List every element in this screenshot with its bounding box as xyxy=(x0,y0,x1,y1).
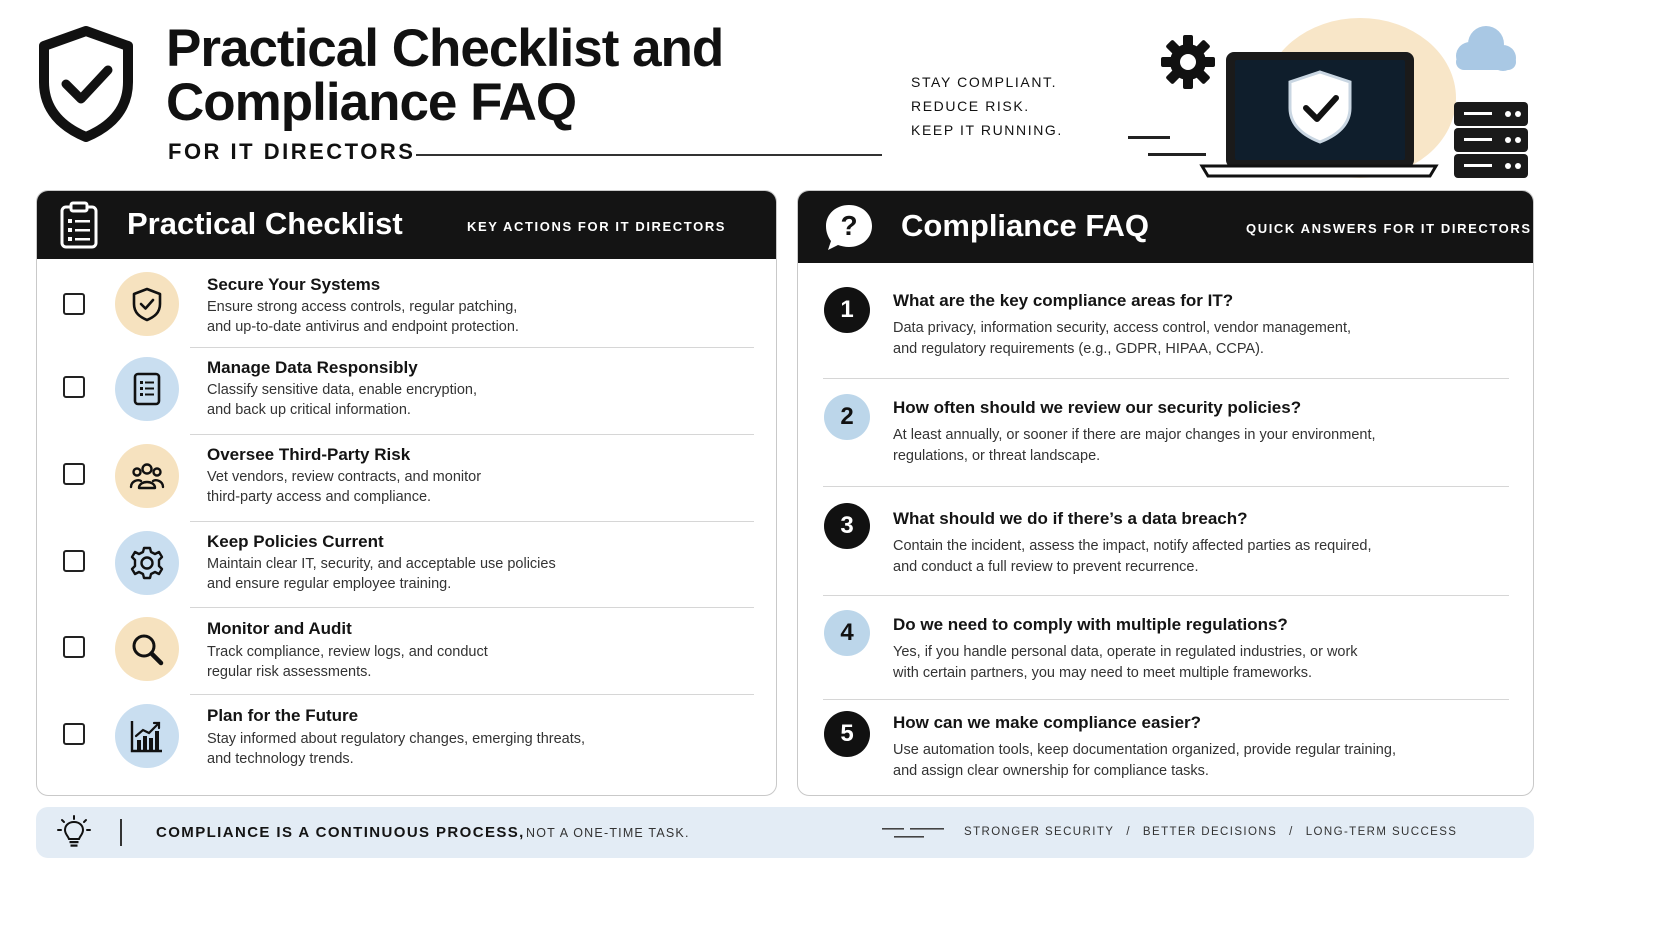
checklist-item xyxy=(37,261,777,347)
checkbox[interactable] xyxy=(63,376,85,398)
faq-question: How often should we review our security policies? xyxy=(893,398,1302,417)
speed-line-2 xyxy=(1148,153,1206,156)
icon-circle xyxy=(115,531,179,595)
icon-circle xyxy=(115,704,179,768)
title-line-2: Compliance FAQ xyxy=(166,73,577,132)
answer-line-1: Yes, if you handle personal data, operate in regulated industries, or work xyxy=(893,644,1358,660)
checklist-item-title: Plan for the Future xyxy=(207,706,359,725)
faq-answer xyxy=(893,536,1372,577)
checklist-panel xyxy=(36,190,777,796)
faq-question: How can we make compliance easier? xyxy=(893,713,1202,732)
answer-line-2: and conduct a full review to prevent recurrence. xyxy=(893,558,1199,575)
benefit-1: STRONGER SECURITY xyxy=(964,826,1115,838)
faq-panel xyxy=(797,190,1534,796)
desc-line-2: and ensure regular employee training. xyxy=(207,576,452,592)
people-icon xyxy=(129,458,165,494)
checklist-item-title: Oversee Third-Party Risk xyxy=(207,445,411,464)
faq-question: What are the key compliance areas for IT? xyxy=(893,291,1234,310)
desc-line-2: and technology trends. xyxy=(207,751,354,767)
checklist-item-desc xyxy=(207,642,488,682)
answer-line-2: and assign clear ownership for compliance tasks. xyxy=(893,762,1209,779)
benefit-3: LONG-TERM SUCCESS xyxy=(1305,826,1458,838)
answer-line-1: Contain the incident, assess the impact, notify affected parties as required, xyxy=(893,538,1372,554)
footer-message: COMPLIANCE IS A CONTINUOUS PROCESS, xyxy=(156,824,525,841)
faq-answer xyxy=(893,425,1376,466)
checklist-item xyxy=(37,607,777,693)
faq-number-badge: 5 xyxy=(824,711,870,757)
laptop-security-illustration xyxy=(1120,16,1540,184)
taglines xyxy=(911,70,1063,142)
question-bubble-icon xyxy=(824,203,874,253)
checklist-header xyxy=(37,191,776,259)
icon-circle xyxy=(115,357,179,421)
gear-icon xyxy=(129,545,165,581)
answer-line-2: with certain partners, you may need to meet multiple frameworks. xyxy=(893,664,1313,681)
faq-divider xyxy=(823,699,1509,700)
footer-benefits xyxy=(964,826,1457,838)
tagline-1: STAY COMPLIANT. xyxy=(911,74,1058,90)
desc-line-1: Track compliance, review logs, and conduct xyxy=(207,644,488,660)
checklist-item-title: Secure Your Systems xyxy=(207,275,381,294)
faq-number-badge: 1 xyxy=(824,287,870,333)
svg-text:?: ? xyxy=(840,210,858,241)
desc-line-1: Vet vendors, review contracts, and monitor xyxy=(207,469,482,485)
checklist-item xyxy=(37,521,777,607)
checkbox[interactable] xyxy=(63,463,85,485)
checklist-subtitle: KEY ACTIONS FOR IT DIRECTORS xyxy=(467,219,727,234)
page-subtitle: FOR IT DIRECTORS xyxy=(168,139,416,164)
faq-answer xyxy=(893,740,1396,781)
answer-line-1: Use automation tools, keep documentation organized, provide regular training, xyxy=(893,742,1396,758)
answer-line-1: At least annually, or sooner if there are major changes in your environment, xyxy=(893,427,1376,443)
speed-line-1 xyxy=(1128,136,1170,139)
faq-number-badge: 3 xyxy=(824,503,870,549)
speed-lines-icon xyxy=(882,825,944,841)
benefit-2: BETTER DECISIONS xyxy=(1142,826,1278,838)
server-stack-icon xyxy=(1454,102,1528,178)
desc-line-1: Classify sensitive data, enable encryption, xyxy=(207,382,478,398)
checklist-item-desc xyxy=(207,467,481,507)
faq-divider xyxy=(823,378,1509,379)
magnifier-icon xyxy=(129,631,165,667)
desc-line-1: Maintain clear IT, security, and acceptable use policies xyxy=(207,556,556,572)
checklist-title: Practical Checklist xyxy=(127,206,403,241)
checklist-item-desc xyxy=(207,297,519,337)
checklist-item-title: Keep Policies Current xyxy=(207,532,384,551)
checkbox[interactable] xyxy=(63,550,85,572)
shield-check-icon xyxy=(129,286,165,322)
faq-answer xyxy=(893,642,1358,683)
tagline-2: REDUCE RISK. xyxy=(911,98,1030,114)
faq-subtitle: QUICK ANSWERS FOR IT DIRECTORS xyxy=(1246,221,1532,236)
answer-line-1: Data privacy, information security, access control, vendor management, xyxy=(893,320,1352,336)
faq-header xyxy=(798,191,1533,263)
checklist-item-title: Manage Data Responsibly xyxy=(207,358,418,377)
gear-icon xyxy=(1161,35,1215,89)
shield-check-logo-icon xyxy=(36,26,136,142)
faq-title: Compliance FAQ xyxy=(901,208,1150,243)
subtitle-rule xyxy=(416,154,882,156)
lightbulb-icon xyxy=(56,815,92,851)
benefit-separator: / xyxy=(1126,826,1131,838)
desc-line-2: regular risk assessments. xyxy=(207,664,372,680)
faq-divider xyxy=(823,486,1509,487)
faq-divider xyxy=(823,595,1509,596)
checkbox[interactable] xyxy=(63,723,85,745)
answer-line-2: and regulatory requirements (e.g., GDPR, HIPAA, CCPA). xyxy=(893,340,1264,357)
tagline-3: KEEP IT RUNNING. xyxy=(911,122,1063,138)
checklist-item xyxy=(37,347,777,433)
clipboard-icon xyxy=(59,201,99,249)
footer-banner xyxy=(36,807,1534,858)
desc-line-1: Stay informed about regulatory changes, emerging threats, xyxy=(207,731,586,747)
page-title xyxy=(166,19,724,132)
footer-message-light: NOT A ONE-TIME TASK. xyxy=(526,826,690,840)
desc-line-2: third-party access and compliance. xyxy=(207,489,432,505)
faq-question: Do we need to comply with multiple regulations? xyxy=(893,615,1288,634)
growth-chart-icon xyxy=(129,718,165,754)
desc-line-1: Ensure strong access controls, regular patching, xyxy=(207,299,518,315)
desc-line-2: and up-to-date antivirus and endpoint protection. xyxy=(207,319,519,335)
faq-number-badge: 4 xyxy=(824,610,870,656)
checklist-item-desc xyxy=(207,554,556,594)
footer-divider xyxy=(120,819,122,846)
checklist-item-title: Monitor and Audit xyxy=(207,619,352,638)
icon-circle xyxy=(115,272,179,336)
icon-circle xyxy=(115,444,179,508)
faq-number-badge: 2 xyxy=(824,394,870,440)
checkbox[interactable] xyxy=(63,293,85,315)
faq-question: What should we do if there’s a data breach? xyxy=(893,509,1248,528)
checklist-item xyxy=(37,434,777,520)
document-icon xyxy=(129,371,165,407)
checklist-item-desc xyxy=(207,380,477,420)
cloud-icon xyxy=(1456,26,1516,71)
answer-line-2: regulations, or threat landscape. xyxy=(893,447,1101,464)
checklist-item-desc xyxy=(207,729,585,769)
icon-circle xyxy=(115,617,179,681)
desc-line-2: and back up critical information. xyxy=(207,402,411,418)
checklist-item xyxy=(37,694,777,780)
benefit-separator: / xyxy=(1289,826,1294,838)
checkbox[interactable] xyxy=(63,636,85,658)
title-line-1: Practical Checklist and xyxy=(166,19,724,78)
laptop-icon xyxy=(1202,52,1436,176)
faq-answer xyxy=(893,318,1351,359)
